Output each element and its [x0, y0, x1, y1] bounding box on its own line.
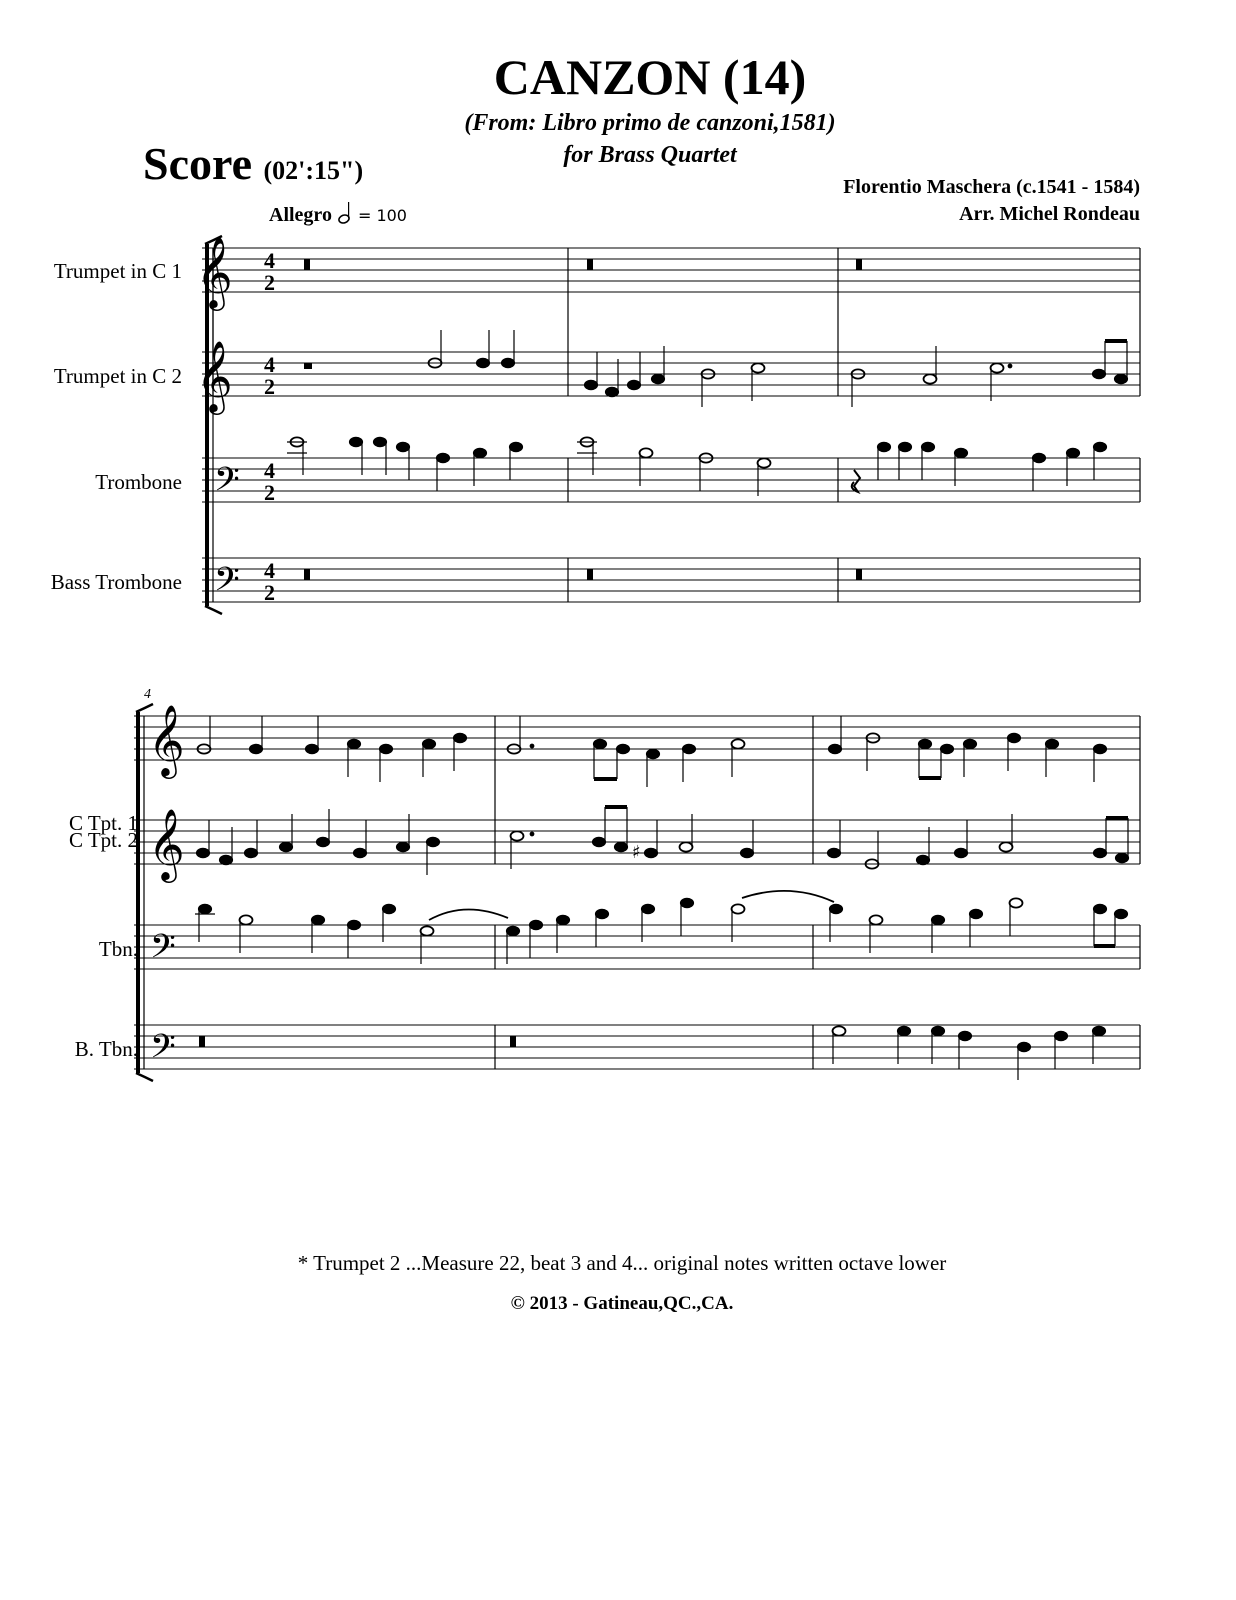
instrument-abbrev-trumpet-1: C Tpt. 1	[68, 811, 138, 835]
staff-trombone	[134, 925, 1140, 969]
page-title: CANZON (14)	[493, 49, 807, 105]
svg-text:2: 2	[264, 270, 275, 295]
svg-text:2: 2	[264, 580, 275, 605]
treble-clef-icon: 𝄞	[148, 807, 185, 880]
score-duration: (02':15")	[263, 156, 364, 185]
treble-clef-icon: 𝄞	[196, 235, 233, 308]
score-label-text: Score	[143, 138, 253, 189]
svg-text:4: 4	[264, 248, 275, 273]
measure-number: 4	[144, 687, 151, 702]
staff-bass-trombone	[134, 1025, 1140, 1069]
trombone-notes-m1-m3	[287, 437, 1107, 496]
tie	[429, 909, 508, 920]
quarter-rest-icon	[852, 470, 860, 492]
svg-text:2: 2	[264, 374, 275, 399]
bass-clef-icon: 𝄢	[214, 461, 240, 507]
staff-bass-trombone	[202, 558, 1140, 602]
footnote: * Trumpet 2 ...Measure 22, beat 3 and 4... original notes written octave lower	[297, 1251, 947, 1275]
system-2	[134, 687, 1140, 1081]
treble-clef-icon: 𝄞	[148, 703, 185, 776]
instrument-name-trumpet-2: Trumpet in C 2	[53, 364, 182, 388]
bass-clef-icon: 𝄢	[150, 928, 176, 974]
tempo-value: = 100	[357, 206, 407, 225]
svg-text:4: 4	[264, 352, 275, 377]
trumpet-2-notes-m4-m6	[197, 807, 1129, 875]
instrument-name-trombone: Trombone	[95, 470, 182, 494]
staff-trombone	[202, 458, 1140, 502]
instrument-abbrev-bass-trombone: B. Tbn.	[74, 1037, 138, 1061]
svg-text:2: 2	[264, 480, 275, 505]
svg-text:4: 4	[264, 558, 275, 583]
svg-text:4: 4	[264, 458, 275, 483]
instrument-abbrev-trumpet-2: C Tpt. 2	[68, 828, 138, 852]
system-2-barlines	[495, 716, 1140, 1069]
trombone-notes-m4-m6	[195, 891, 1128, 964]
instrument-name-trumpet-1: Trumpet in C 1	[53, 259, 182, 283]
measure-rests	[304, 259, 862, 580]
bass-clef-icon: 𝄢	[214, 561, 240, 607]
staff-trumpet-1	[134, 716, 1140, 760]
arranger: Arr. Michel Rondeau	[959, 203, 1140, 225]
instrument-abbrev-trombone: Tbn.	[98, 937, 138, 961]
composer: Florentio Maschera (c.1541 - 1584)	[843, 176, 1140, 198]
copyright: © 2013 - Gatineau,QC.,CA.	[510, 1293, 734, 1314]
system-1	[196, 235, 1140, 614]
subtitle-source: (From: Libro primo de canzoni,1581)	[464, 110, 836, 136]
tie	[742, 891, 834, 902]
measure-rests	[199, 1036, 516, 1047]
time-signature	[264, 248, 275, 605]
subtitle-ensemble: for Brass Quartet	[563, 142, 737, 168]
bass-trombone-notes-m6	[833, 1026, 1106, 1080]
staff-trumpet-2	[202, 352, 1140, 396]
tempo-text: Allegro	[269, 204, 332, 226]
system-1-barlines	[568, 248, 1140, 602]
bass-clef-icon: 𝄢	[150, 1028, 176, 1074]
staff-trumpet-1	[202, 248, 1140, 292]
treble-clef-icon: 𝄞	[196, 339, 233, 412]
instrument-name-bass-trombone: Bass Trombone	[50, 570, 182, 594]
sharp-icon: ♯	[632, 842, 641, 863]
